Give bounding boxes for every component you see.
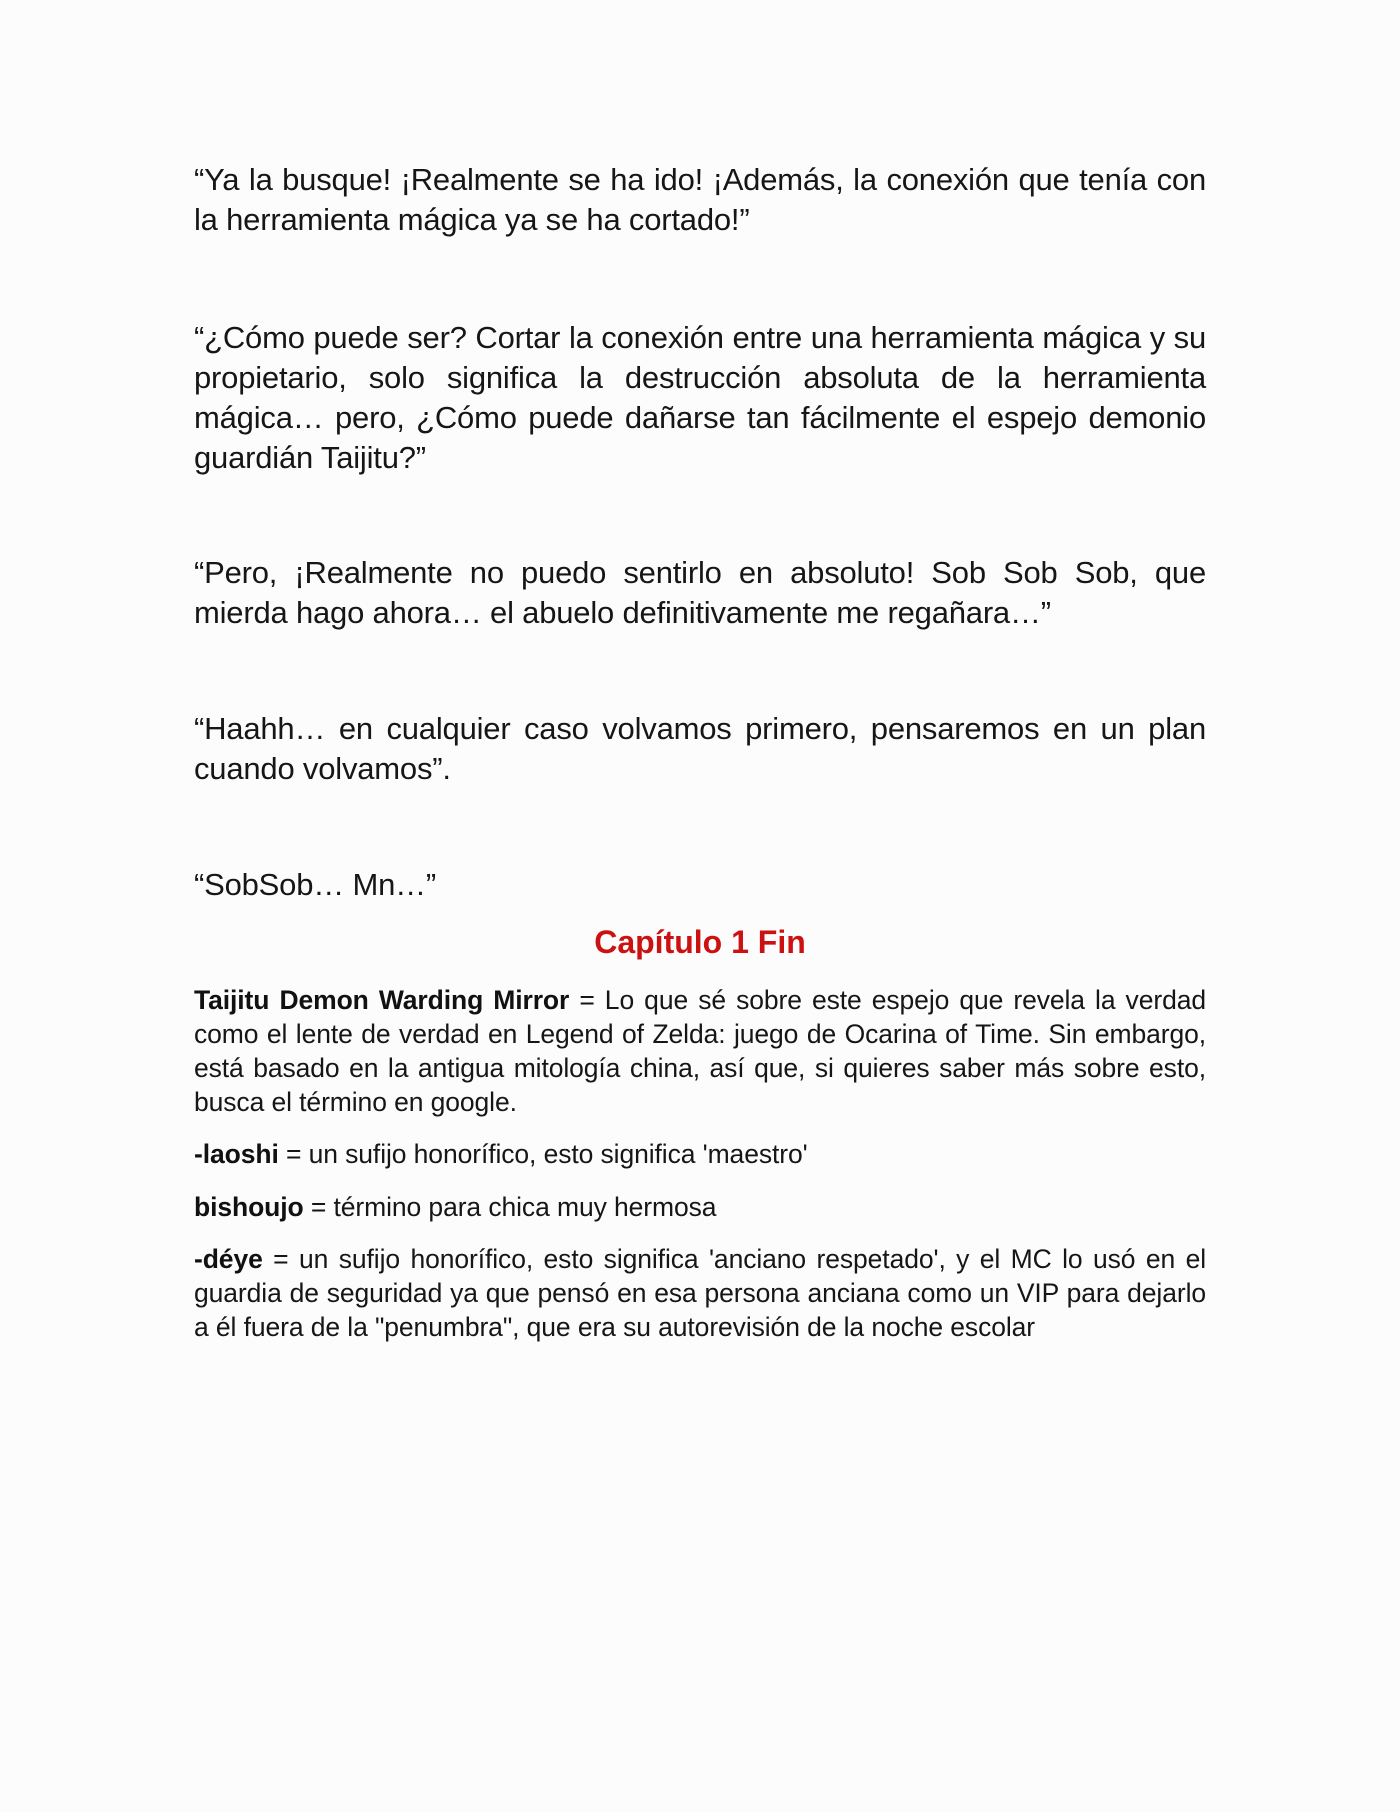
- glossary-entry: [194, 1137, 1206, 1171]
- glossary-term: Taijitu Demon Warding Mirror: [194, 985, 570, 1015]
- glossary-definition: = un sufijo honorífico, esto significa 'maestro': [278, 1139, 808, 1169]
- glossary-entry: [194, 1190, 1206, 1224]
- dialogue-paragraph: “Ya la busque! ¡Realmente se ha ido! ¡Además, la conexión que tenía con la herramienta mágica ya se ha cortado!”: [194, 162, 1206, 237]
- glossary-term: -laoshi: [194, 1139, 279, 1169]
- dialogue-paragraph: “Pero, ¡Realmente no puedo sentirlo en absoluto! Sob Sob Sob, que mierda hago ahora… el abuelo definitivamente me regañara…”: [194, 555, 1206, 630]
- glossary-entry: [194, 983, 1206, 1119]
- glossary-definition: = un sufijo honorífico, esto significa 'anciano respetado', y el MC lo usó en el guardia de seguridad ya que pensó en esa persona anciana como un VIP para dejarlo a él fuera de la "penumbra", que era su autorevisión de la noche escolar: [194, 1244, 1206, 1342]
- glossary-term: bishoujo: [194, 1192, 304, 1222]
- glossary-entry: [194, 1242, 1206, 1344]
- glossary-definition: = término para chica muy hermosa: [303, 1192, 717, 1222]
- dialogue-paragraph: “SobSob… Mn…”: [194, 867, 437, 902]
- dialogue-paragraph: “¿Cómo puede ser? Cortar la conexión entre una herramienta mágica y su propietario, solo significa la destrucción absoluta de la herramienta mágica… pero, ¿Cómo puede dañarse tan fácilmente el espejo demonio guardián Taijitu?”: [194, 320, 1206, 475]
- dialogue-paragraph: “Haahh… en cualquier caso volvamos primero, pensaremos en un plan cuando volvamos”.: [194, 711, 1206, 786]
- glossary-definition: = Lo que sé sobre este espejo que revela la verdad como el lente de verdad en Legend of Zelda: juego de Ocarina of Time. Sin embargo, está basado en la antigua mitología china, así que, si quieres saber más sobre esto, busca el término en google.: [194, 985, 1206, 1117]
- chapter-end-heading: Capítulo 1 Fin: [594, 924, 806, 960]
- glossary-term: -déye: [194, 1244, 263, 1274]
